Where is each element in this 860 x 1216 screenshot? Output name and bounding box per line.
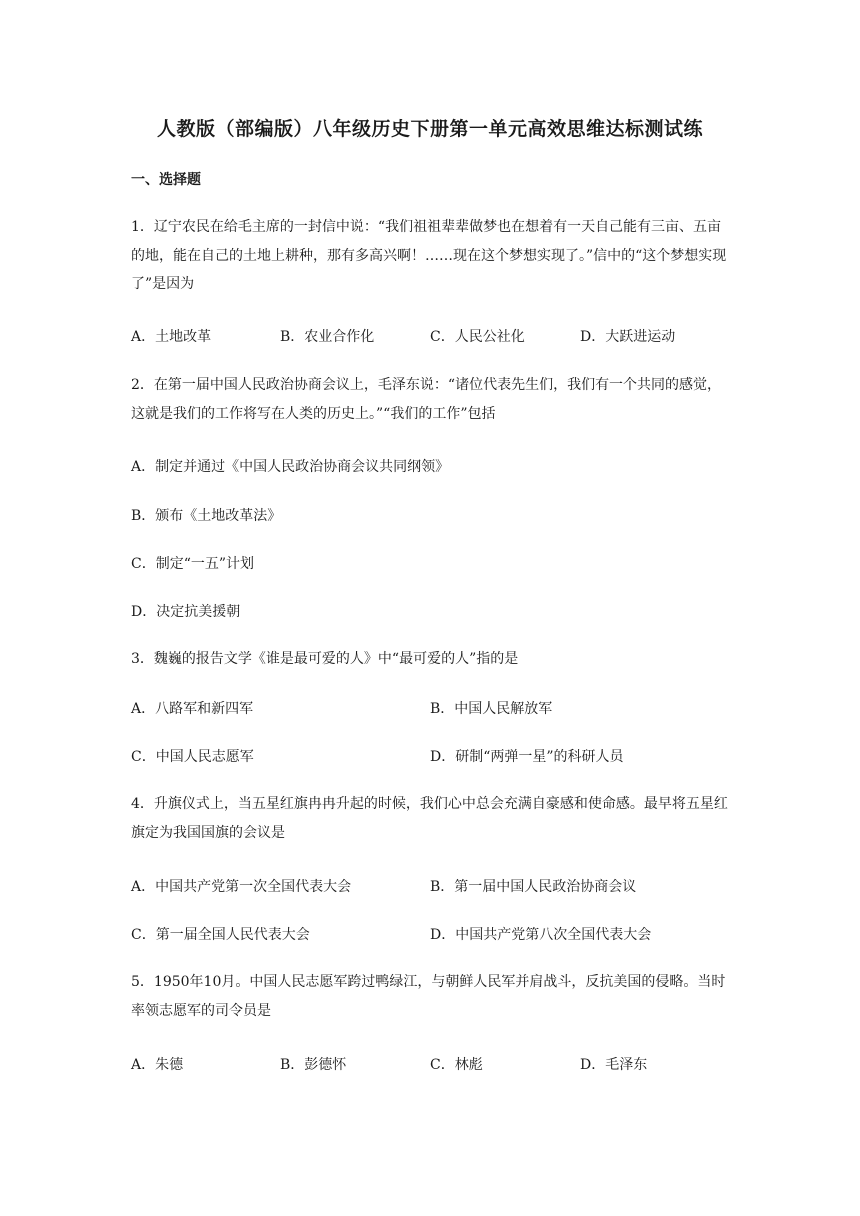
question-1-option-c: C．人民公社化 <box>430 329 525 345</box>
question-5-option-b: B．彭德怀 <box>280 1057 347 1073</box>
question-1-option-a: A．土地改革 <box>131 329 212 345</box>
question-4-option-a: A．中国共产党第一次全国代表大会 <box>131 879 352 895</box>
question-3-option-b: B．中国人民解放军 <box>430 701 553 717</box>
question-3-option-a: A．八路军和新四军 <box>131 701 254 717</box>
question-2-option-b: B．颁布《土地改革法》 <box>131 508 282 524</box>
document-title: 人教版（部编版）八年级历史下册第一单元高效思维达标测试练 <box>156 118 703 140</box>
question-4-option-d: D．中国共产党第八次全国代表大会 <box>430 927 652 943</box>
question-2-option-d: D．决定抗美援朝 <box>131 604 241 620</box>
question-5-option-d: D．毛泽东 <box>580 1057 648 1073</box>
question-5-option-a: A．朱德 <box>131 1057 184 1073</box>
question-5-option-c: C．林彪 <box>430 1057 483 1073</box>
question-5-stem: 5．1950年10月。中国人民志愿军跨过鸭绿江，与朝鲜人民军并肩战斗，反抗美国的侵略。当时率领志愿军的司令员是 <box>131 974 726 1019</box>
question-4-option-c: C．第一届全国人民代表大会 <box>131 927 310 943</box>
question-1-option-b: B．农业合作化 <box>280 329 375 345</box>
question-3-option-d: D．研制“两弹一星”的科研人员 <box>430 749 624 765</box>
question-1-option-d: D．大跃进运动 <box>580 329 676 345</box>
question-3-option-c: C．中国人民志愿军 <box>131 749 254 765</box>
question-4-option-b: B．第一届中国人民政治协商会议 <box>430 879 637 895</box>
section-heading: 一、选择题 <box>131 172 201 188</box>
question-4-stem: 4．升旗仪式上，当五星红旗冉冉升起的时候，我们心中总会充满自豪感和使命感。最早将五星红旗定为我国国旗的会议是 <box>131 796 728 841</box>
question-3-stem: 3．魏巍的报告文学《谁是最可爱的人》中“最可爱的人”指的是 <box>131 651 519 667</box>
question-1-stem: 1．辽宁农民在给毛主席的一封信中说：“我们祖祖辈辈做梦也在想着有一天自己能有三亩、五亩的地，能在自己的土地上耕种，那有多高兴啊！……现在这个梦想实现了。”信中的“这个梦想实现了”是因为 <box>131 219 727 292</box>
question-2-option-c: C．制定“一五”计划 <box>131 556 255 572</box>
question-2-stem: 2．在第一届中国人民政治协商会议上，毛泽东说：“诸位代表先生们，我们有一个共同的感觉，这就是我们的工作将写在人类的历史上。”“我们的工作”包括 <box>131 377 722 422</box>
question-2-option-a: A．制定并通过《中国人民政治协商会议共同纲领》 <box>131 459 450 475</box>
